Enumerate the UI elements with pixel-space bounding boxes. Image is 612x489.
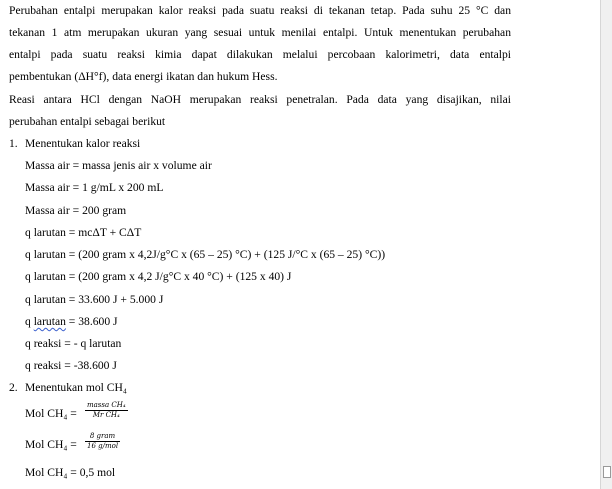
calc-line: q larutan = (200 gram x 4,2J/g°C x (65 – 25) °C) + (125 J/°C x (65 – 25) °C)) [25,248,386,261]
calc-line: Massa air = massa jenis air x volume air [25,159,212,172]
calc-line: q larutan = (200 gram x 4,2 J/g°C x 40 °C) + (125 x 40) J [25,270,292,283]
vertical-scrollbar[interactable] [600,0,612,489]
calc-line: q reaksi = -38.600 J [25,359,117,372]
paragraph-line: Perubahan entalpi merupakan kalor reaksi pada suatu reaksi di tekanan tetap. Pada suhu 25 °C dan [9,4,511,17]
calc-line: q larutan = 33.600 J + 5.000 J [25,293,164,306]
mol-result: Mol CH₄ = 0,5 mol [25,466,116,479]
paragraph-line: perubahan entalpi sebagai berikut [9,115,166,128]
fraction-denominator: 16 g/mol [87,442,119,450]
paragraph-line: pembentukan (ΔH°f), data energi ikatan dan hukum Hess. [9,70,278,83]
fraction-gram-over-gmol [85,432,120,451]
scrollbar-thumb[interactable] [603,466,611,478]
paragraph-line: Reasi antara HCl dengan NaOH merupakan reaksi penetralan. Pada data yang disajikan, nilai [9,93,511,106]
calc-prefix: q [25,315,34,328]
calc-line: q reaksi = - q larutan [25,337,122,350]
mol-label: Mol CH₄ = [25,407,77,420]
spellcheck-word[interactable]: larutan [33,315,66,328]
step-2-title: Menentukan mol CH₄ [25,381,127,394]
mol-label: Mol CH₄ = [25,438,77,451]
step-2-heading [9,381,127,395]
step-1-heading [9,137,140,151]
fraction-numerator: massa CH₄ [87,401,126,409]
calc-line [25,315,118,329]
paragraph-line: entalpi pada suatu reaksi kimia dapat dilakukan melalui percobaan kalorimetri, data entalpi [9,48,511,61]
fraction-denominator: Mr CH₄ [92,411,120,419]
paragraph-line: tekanan 1 atm merupakan ukuran yang sesuai untuk menilai entalpi. Untuk menentukan perubahan [9,26,511,39]
step-1-title: Menentukan kalor reaksi [25,137,141,150]
step-1-number: 1. [9,137,18,150]
calc-suffix: = 38.600 J [65,315,118,328]
calc-line: q larutan = mcΔT + CΔT [25,226,142,239]
calc-line: Massa air = 200 gram [25,204,127,217]
fraction-massa-over-mr [85,401,128,420]
calc-line: Massa air = 1 g/mL x 200 mL [25,181,164,194]
fraction-numerator: 8 gram [85,432,120,442]
step-2-number: 2. [9,381,18,394]
